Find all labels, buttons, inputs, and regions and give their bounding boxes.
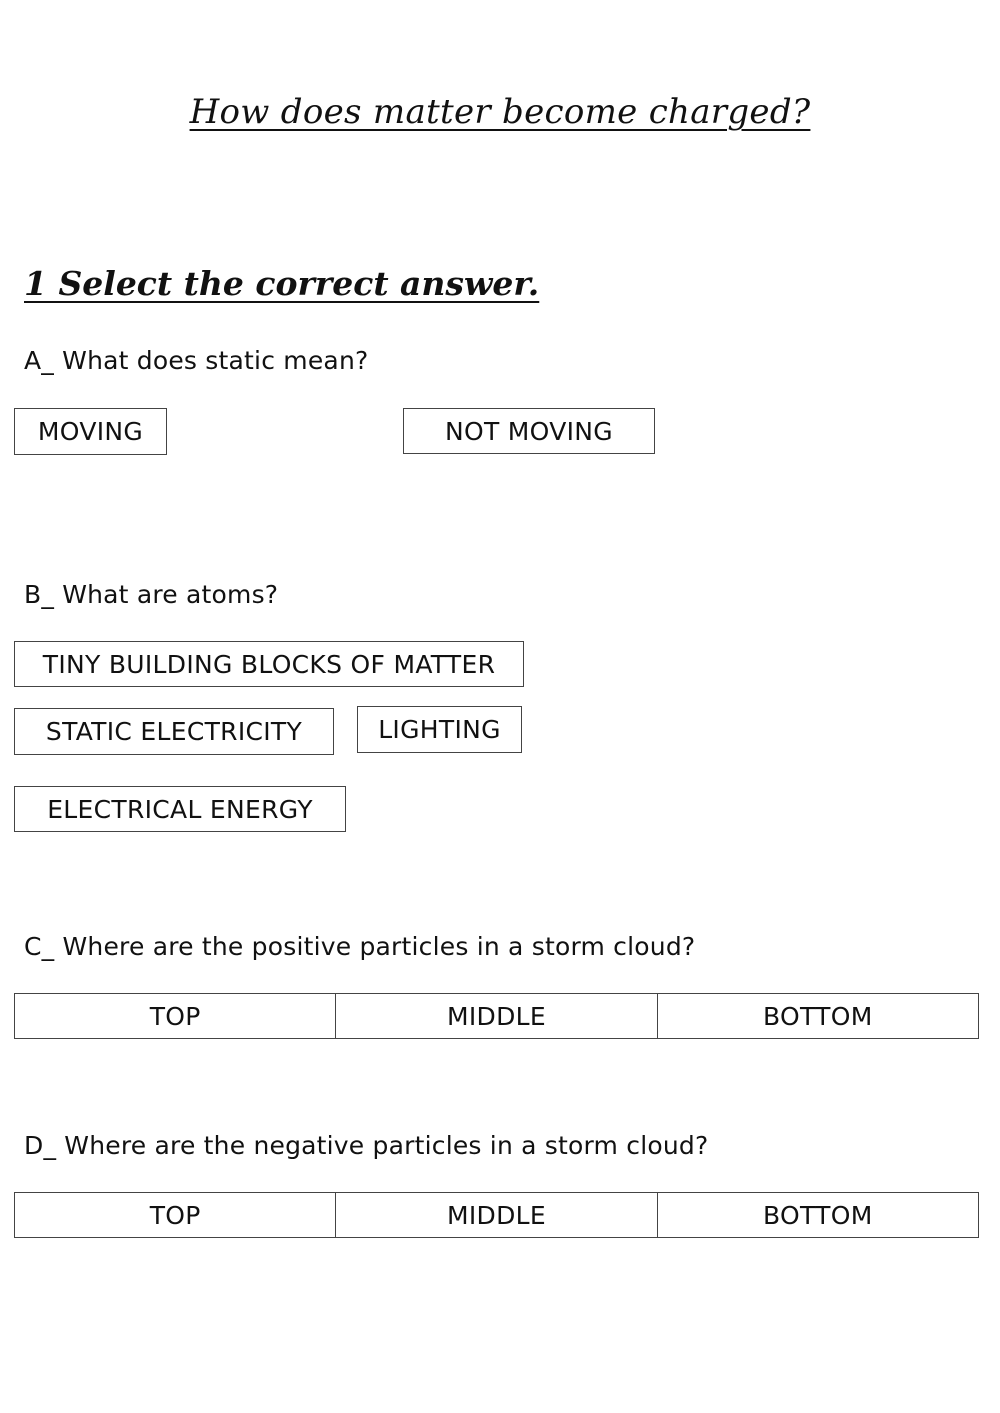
- answer-d-bottom[interactable]: BOTTOM: [657, 1193, 978, 1237]
- answer-b-static-electricity[interactable]: STATIC ELECTRICITY: [14, 708, 334, 755]
- question-a-prompt: A_ What does static mean?: [24, 346, 369, 375]
- answer-b-tiny-building-blocks[interactable]: TINY BUILDING BLOCKS OF MATTER: [14, 641, 524, 687]
- answer-row-d: [14, 1192, 979, 1238]
- worksheet-title: How does matter become charged?: [189, 92, 811, 132]
- answer-c-bottom[interactable]: BOTTOM: [657, 994, 978, 1038]
- answer-c-top[interactable]: TOP: [149, 1001, 201, 1031]
- answer-a-not-moving[interactable]: NOT MOVING: [403, 408, 655, 454]
- answer-d-middle[interactable]: MIDDLE: [335, 1193, 656, 1237]
- question-d-prompt: D_ Where are the negative particles in a storm cloud?: [24, 1131, 709, 1160]
- answer-row-c: [14, 993, 979, 1039]
- answer-c-middle[interactable]: MIDDLE: [335, 994, 656, 1038]
- answer-a-moving[interactable]: MOVING: [14, 408, 167, 455]
- answer-d-top[interactable]: TOP: [149, 1200, 201, 1230]
- answer-b-electrical-energy[interactable]: ELECTRICAL ENERGY: [14, 786, 346, 832]
- question-b-prompt: B_ What are atoms?: [24, 580, 279, 609]
- question-c-prompt: C_ Where are the positive particles in a storm cloud?: [24, 932, 696, 961]
- section-heading: 1 Select the correct answer.: [24, 264, 540, 303]
- answer-b-lighting[interactable]: LIGHTING: [357, 706, 522, 753]
